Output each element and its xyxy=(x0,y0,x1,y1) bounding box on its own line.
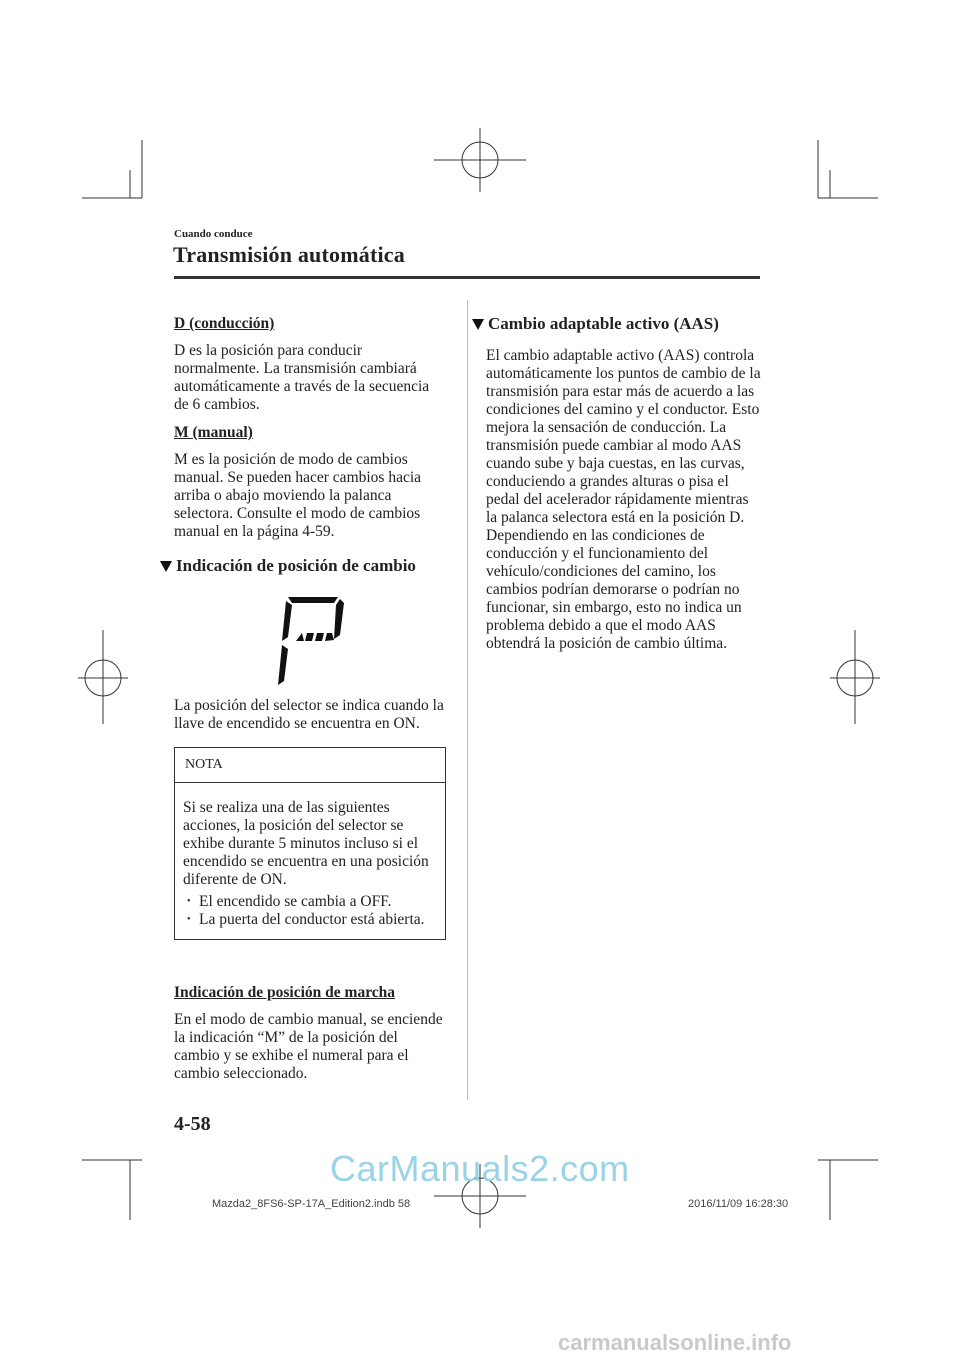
note-title: NOTA xyxy=(175,748,445,783)
triangle-bullet-icon xyxy=(160,561,172,572)
segment-p-icon xyxy=(274,593,354,688)
section-label: Cuando conduce xyxy=(174,228,253,240)
gear-heading: Indicación de posición de marcha xyxy=(174,984,396,1001)
aas-text: El cambio adaptable activo (AAS) controla automáticamente los puntos de cambio de la transmisión para estar más de acuerdo a las condiciones del camino y el conductor. Esto mejora la sensación de conducción. La transmisión puede cambiar al modo AAS cuando sube y baja cuestas, en las curvas, conduciendo a grandes alturas o pisa el pedal del acelerador rápidamente mientras la palanca selectora está en la posición D. Dependiendo en las condiciones de conducción y el funcionamiento del vehículo/condiciones del camino, los cambios podrían demorarse o podrían no funcionar, sin embargo, esto no indica un problema debido a que el modo AAS obtendrá la posición de cambio última. xyxy=(486,347,761,652)
left-column xyxy=(174,315,444,1092)
note-body xyxy=(175,783,445,939)
footer-site: carmanualsonline.info xyxy=(558,1330,792,1355)
right-column xyxy=(486,315,762,662)
d-text: D es la posición para conducir normalmente. La transmisión cambiará automáticamente a través de la secuencia de 6 cambios. xyxy=(174,342,430,413)
note-box xyxy=(174,747,446,940)
indicator-text: La posición del selector se indica cuando la llave de encendido se encuentra en ON. xyxy=(174,697,444,732)
page-title: Transmisión automática xyxy=(173,242,405,267)
note-bullet-ignition: • El encendido se cambia a OFF. xyxy=(183,893,437,911)
column-divider xyxy=(467,300,468,1100)
note-text: Si se realiza una de las siguientes acciones, la posición del selector se exhibe durante 5 minutos incluso si el encendido se encuentra en una posición diferente de ON. xyxy=(183,799,429,888)
footer-file: Mazda2_8FS6-SP-17A_Edition2.indb 58 xyxy=(212,1198,411,1210)
triangle-bullet-icon xyxy=(472,319,484,330)
footer-timestamp: 2016/11/09 16:28:30 xyxy=(688,1198,789,1210)
m-heading: M (manual) xyxy=(174,424,253,441)
shift-position-indicator-illustration xyxy=(174,585,444,697)
note-bullet-door: • La puerta del conductor está abierta. xyxy=(183,911,437,929)
title-rule xyxy=(174,276,760,279)
note-list xyxy=(183,893,437,929)
gear-text: En el modo de cambio manual, se enciende la indicación “M” de la posición del cambio y se exhibe el numeral para el cambio seleccionado. xyxy=(174,1011,443,1082)
watermark: CarManuals2.com xyxy=(330,1148,630,1189)
aas-heading: Cambio adaptable activo (AAS) xyxy=(472,315,762,333)
indicator-heading: Indicación de posición de cambio xyxy=(160,557,444,575)
page-number: 4-58 xyxy=(174,1113,211,1135)
d-heading: D (conducción) xyxy=(174,315,275,332)
m-text: M es la posición de modo de cambios manual. Se pueden hacer cambios hacia arriba o abajo moviendo la palanca selectora. Consulte el modo de cambios manual en la página 4-59. xyxy=(174,451,422,540)
